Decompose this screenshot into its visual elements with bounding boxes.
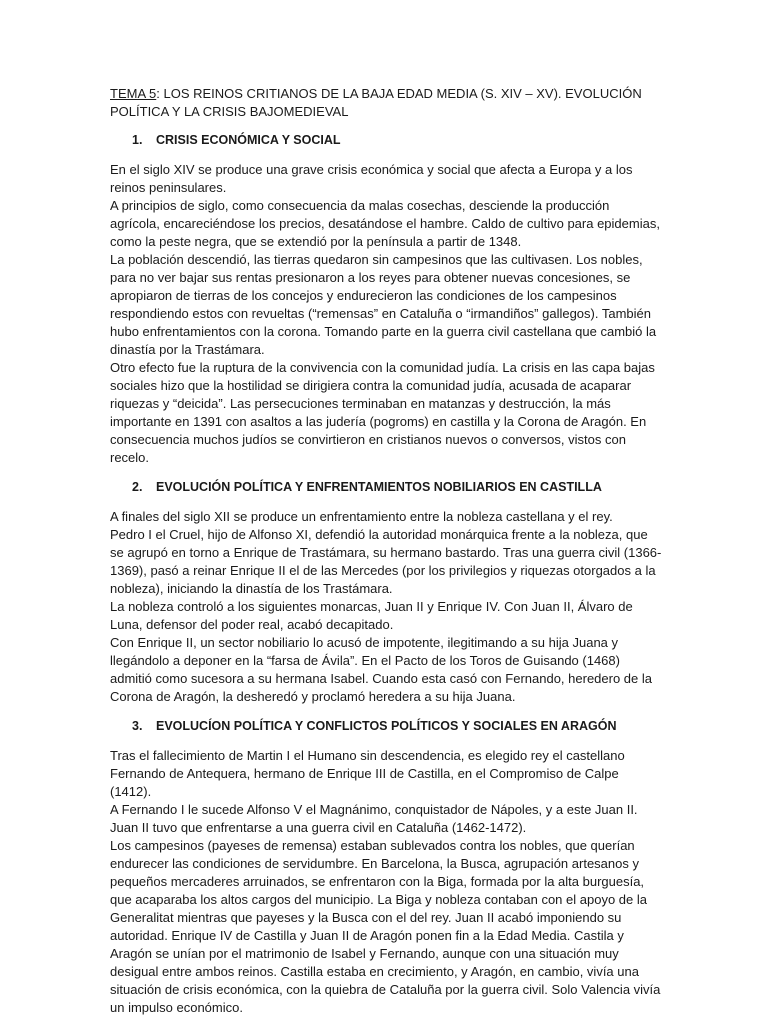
section-number: 2.: [132, 480, 143, 494]
section-heading: [110, 131, 662, 149]
section-heading: [110, 478, 662, 496]
section-heading: [110, 717, 662, 735]
paragraph: Con Enrique II, un sector nobiliario lo acusó de impotente, ilegitimando a su hija Juana y llegándolo a deponer en la “farsa de Ávila”. En el Pacto de los Toros de Guisando (1468) admitió como sucesora a su hermana Isabel. Cuando esta casó con Fernando, heredero de la Corona de Aragón, la desheredó y proclamó heredera a su hija Juana.: [110, 635, 652, 704]
document-body: [110, 85, 662, 1028]
paragraph: Otro efecto fue la ruptura de la convivencia con la comunidad judía. La crisis en las capa bajas sociales hizo que la hostilidad se dirigiera contra la comunidad judía, acusada de acaparar riquezas y “deicida”. Las persecuciones terminaban en matanzas y destrucción, la más importante en 1391 con asaltos a las judería (pogroms) en castilla y la Corona de Aragón. En consecuencia muchos judíos se convirtieron en cristianos nuevos o conversos, vistos con recelo.: [110, 360, 655, 465]
paragraph: Los campesinos (payeses de remensa) estaban sublevados contra los nobles, que querían endurecer las condiciones de servidumbre. En Barcelona, la Busca, agrupación artesanos y pequeños mercaderes arruinados, se enfrentaron con la Biga, formada por la alta burguesía, que acaparaba los altos cargos del municipio. La Biga y nobleza contaban con el apoyo de la Generalitat mientras que payeses y la Busca con el del rey. Juan II acabó imponiendo su autoridad. Enrique IV de Castilla y Juan II de Aragón ponen fin a la Edad Media. Castila y Aragón se unían por el matrimonio de Isabel y Fernando, aunque con una situación muy desigual entre ambos reinos. Castilla estaba en crecimiento, y Aragón, en cambio, vivía una situación de crisis económica, con la quiebra de Cataluña por la guerra civil. Solo Valencia vivía un impulso económico.: [110, 838, 661, 1015]
section-title: EVOLUCÍON POLÍTICA Y CONFLICTOS POLÍTICOS Y SOCIALES EN ARAGÓN: [156, 719, 617, 733]
paragraph: En el siglo XIV se produce una grave crisis económica y social que afecta a Europa y a los reinos peninsulares.: [110, 162, 633, 195]
section-1: [110, 131, 662, 467]
section-number: 1.: [132, 133, 143, 147]
title-label: TEMA 5: [110, 86, 157, 101]
paragraph: Pedro I el Cruel, hijo de Alfonso XI, defendió la autoridad monárquica frente a la nobleza, que se agrupó en torno a Enrique de Trastámara, su hermano bastardo. Tras una guerra civil (1366-1369), pasó a reinar Enrique II el de las Mercedes (por los privilegios y riquezas otorgados a la nobleza), iniciando la dinastía de los Trastámara.: [110, 527, 662, 596]
section-3: [110, 717, 662, 1017]
section-number: 3.: [132, 719, 143, 733]
section-title: CRISIS ECONÓMICA Y SOCIAL: [156, 133, 341, 147]
paragraph: Tras el fallecimiento de Martin I el Humano sin descendencia, es elegido rey el castellano Fernando de Antequera, hermano de Enrique III de Castilla, en el Compromiso de Calpe (1412).: [110, 748, 625, 799]
title-text: : LOS REINOS CRITIANOS DE LA BAJA EDAD MEDIA (S. XIV – XV). EVOLUCIÓN POLÍTICA Y LA CRISIS BAJOMEDIEVAL: [110, 86, 642, 119]
section-2: [110, 478, 662, 706]
paragraph: A finales del siglo XII se produce un enfrentamiento entre la nobleza castellana y el rey.: [110, 509, 613, 524]
document-title: [110, 85, 662, 121]
paragraph: La nobleza controló a los siguientes monarcas, Juan II y Enrique IV. Con Juan II, Álvaro de Luna, defensor del poder real, acabó decapitado.: [110, 599, 633, 632]
paragraph: A Fernando I le sucede Alfonso V el Magnánimo, conquistador de Nápoles, y a este Juan II. Juan II tuvo que enfrentarse a una guerra civil en Cataluña (1462-1472).: [110, 802, 638, 835]
paragraph: La población descendió, las tierras quedaron sin campesinos que las cultivasen. Los nobles, para no ver bajar sus rentas presionaron a los reyes para obtener nuevas concesiones, se apropiaron de tierras de los concejos y endurecieron las condiciones de los campesinos respondiendo estos con revueltas (“remensas” en Cataluña o “irmandiños” gallegos). También hubo enfrentamientos con la corona. Tomando parte en la guerra civil castellana que cambió la dinastía por la Trastámara.: [110, 252, 657, 357]
section-title: EVOLUCIÓN POLÍTICA Y ENFRENTAMIENTOS NOBILIARIOS EN CASTILLA: [156, 480, 602, 494]
paragraph: A principios de siglo, como consecuencia da malas cosechas, desciende la producción agrícola, encareciéndose los precios, desatándose el hambre. Caldo de cultivo para epidemias, como la peste negra, que se extendió por la península a partir de 1348.: [110, 198, 660, 249]
